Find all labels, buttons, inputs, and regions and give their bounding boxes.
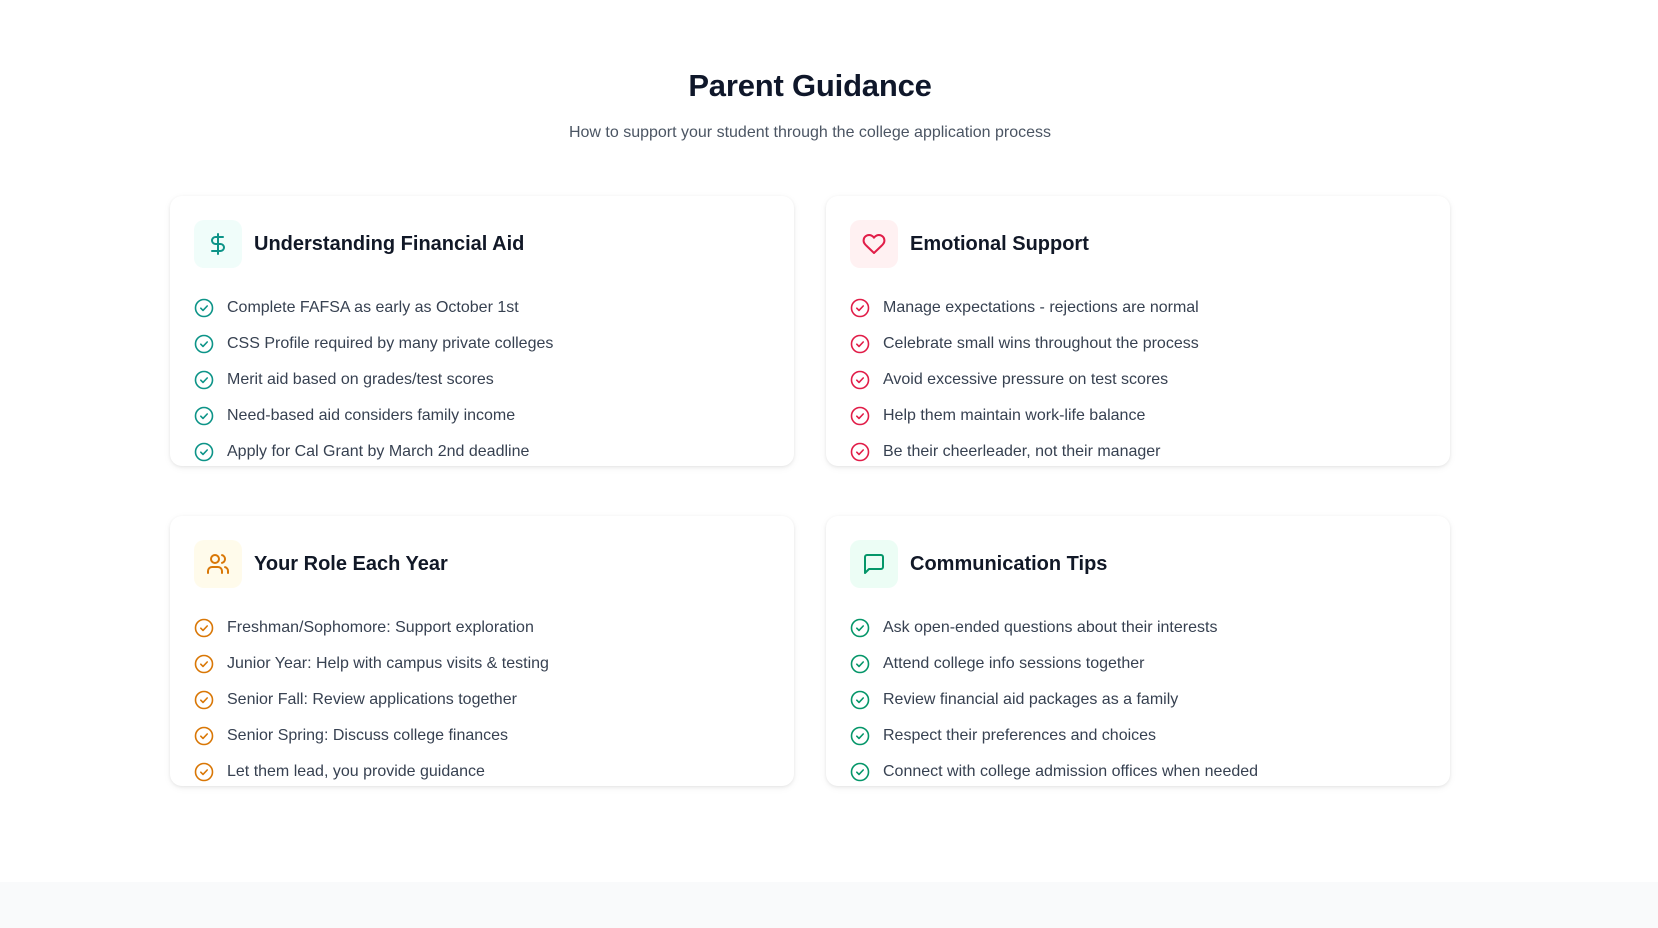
check-circle-icon xyxy=(194,690,214,710)
check-circle-icon xyxy=(194,726,214,746)
page-subtitle: How to support your student through the college application process xyxy=(568,124,1052,141)
list-item: Complete FAFSA as early as October 1st xyxy=(194,290,770,326)
check-circle-icon xyxy=(850,406,870,426)
list-item: Manage expectations - rejections are normal xyxy=(850,290,1426,326)
users-icon xyxy=(194,540,242,588)
card-communication-tips xyxy=(826,516,1450,786)
footer-band xyxy=(0,882,1658,928)
check-circle-icon xyxy=(850,334,870,354)
check-circle-icon xyxy=(850,618,870,638)
card-emotional-support xyxy=(826,196,1450,466)
dollar-icon xyxy=(194,220,242,268)
check-circle-icon xyxy=(194,618,214,638)
checklist xyxy=(850,610,1426,790)
list-item: CSS Profile required by many private colleges xyxy=(194,326,770,362)
check-circle-icon xyxy=(850,442,870,462)
check-circle-icon xyxy=(850,654,870,674)
check-circle-icon xyxy=(194,298,214,318)
check-circle-icon xyxy=(194,334,214,354)
heart-icon xyxy=(850,220,898,268)
list-item: Review financial aid packages as a family xyxy=(850,682,1426,718)
message-icon xyxy=(850,540,898,588)
check-circle-icon xyxy=(194,762,214,782)
check-circle-icon xyxy=(850,726,870,746)
page-title: Parent Guidance xyxy=(688,68,932,103)
check-circle-icon xyxy=(194,442,214,462)
check-circle-icon xyxy=(194,370,214,390)
list-item: Celebrate small wins throughout the process xyxy=(850,326,1426,362)
list-item: Respect their preferences and choices xyxy=(850,718,1426,754)
list-item: Senior Spring: Discuss college finances xyxy=(194,718,770,754)
list-item: Help them maintain work-life balance xyxy=(850,398,1426,434)
list-item: Avoid excessive pressure on test scores xyxy=(850,362,1426,398)
check-circle-icon xyxy=(194,406,214,426)
page-header xyxy=(0,68,1620,142)
list-item: Be their cheerleader, not their manager xyxy=(850,434,1426,470)
list-item: Junior Year: Help with campus visits & testing xyxy=(194,646,770,682)
checklist xyxy=(850,290,1426,470)
list-item: Freshman/Sophomore: Support exploration xyxy=(194,610,770,646)
list-item: Merit aid based on grades/test scores xyxy=(194,362,770,398)
card-financial-aid xyxy=(170,196,794,466)
list-item: Attend college info sessions together xyxy=(850,646,1426,682)
check-circle-icon xyxy=(850,370,870,390)
list-item: Need-based aid considers family income xyxy=(194,398,770,434)
list-item: Apply for Cal Grant by March 2nd deadline xyxy=(194,434,770,470)
check-circle-icon xyxy=(850,298,870,318)
check-circle-icon xyxy=(850,762,870,782)
check-circle-icon xyxy=(194,654,214,674)
card-title: Understanding Financial Aid xyxy=(254,232,525,255)
check-circle-icon xyxy=(850,690,870,710)
card-title: Your Role Each Year xyxy=(254,552,448,575)
card-title: Emotional Support xyxy=(910,232,1089,255)
list-item: Ask open-ended questions about their interests xyxy=(850,610,1426,646)
list-item: Senior Fall: Review applications together xyxy=(194,682,770,718)
card-your-role xyxy=(170,516,794,786)
checklist xyxy=(194,610,770,790)
list-item: Let them lead, you provide guidance xyxy=(194,754,770,790)
card-title: Communication Tips xyxy=(910,552,1108,575)
checklist xyxy=(194,290,770,470)
list-item: Connect with college admission offices when needed xyxy=(850,754,1426,790)
